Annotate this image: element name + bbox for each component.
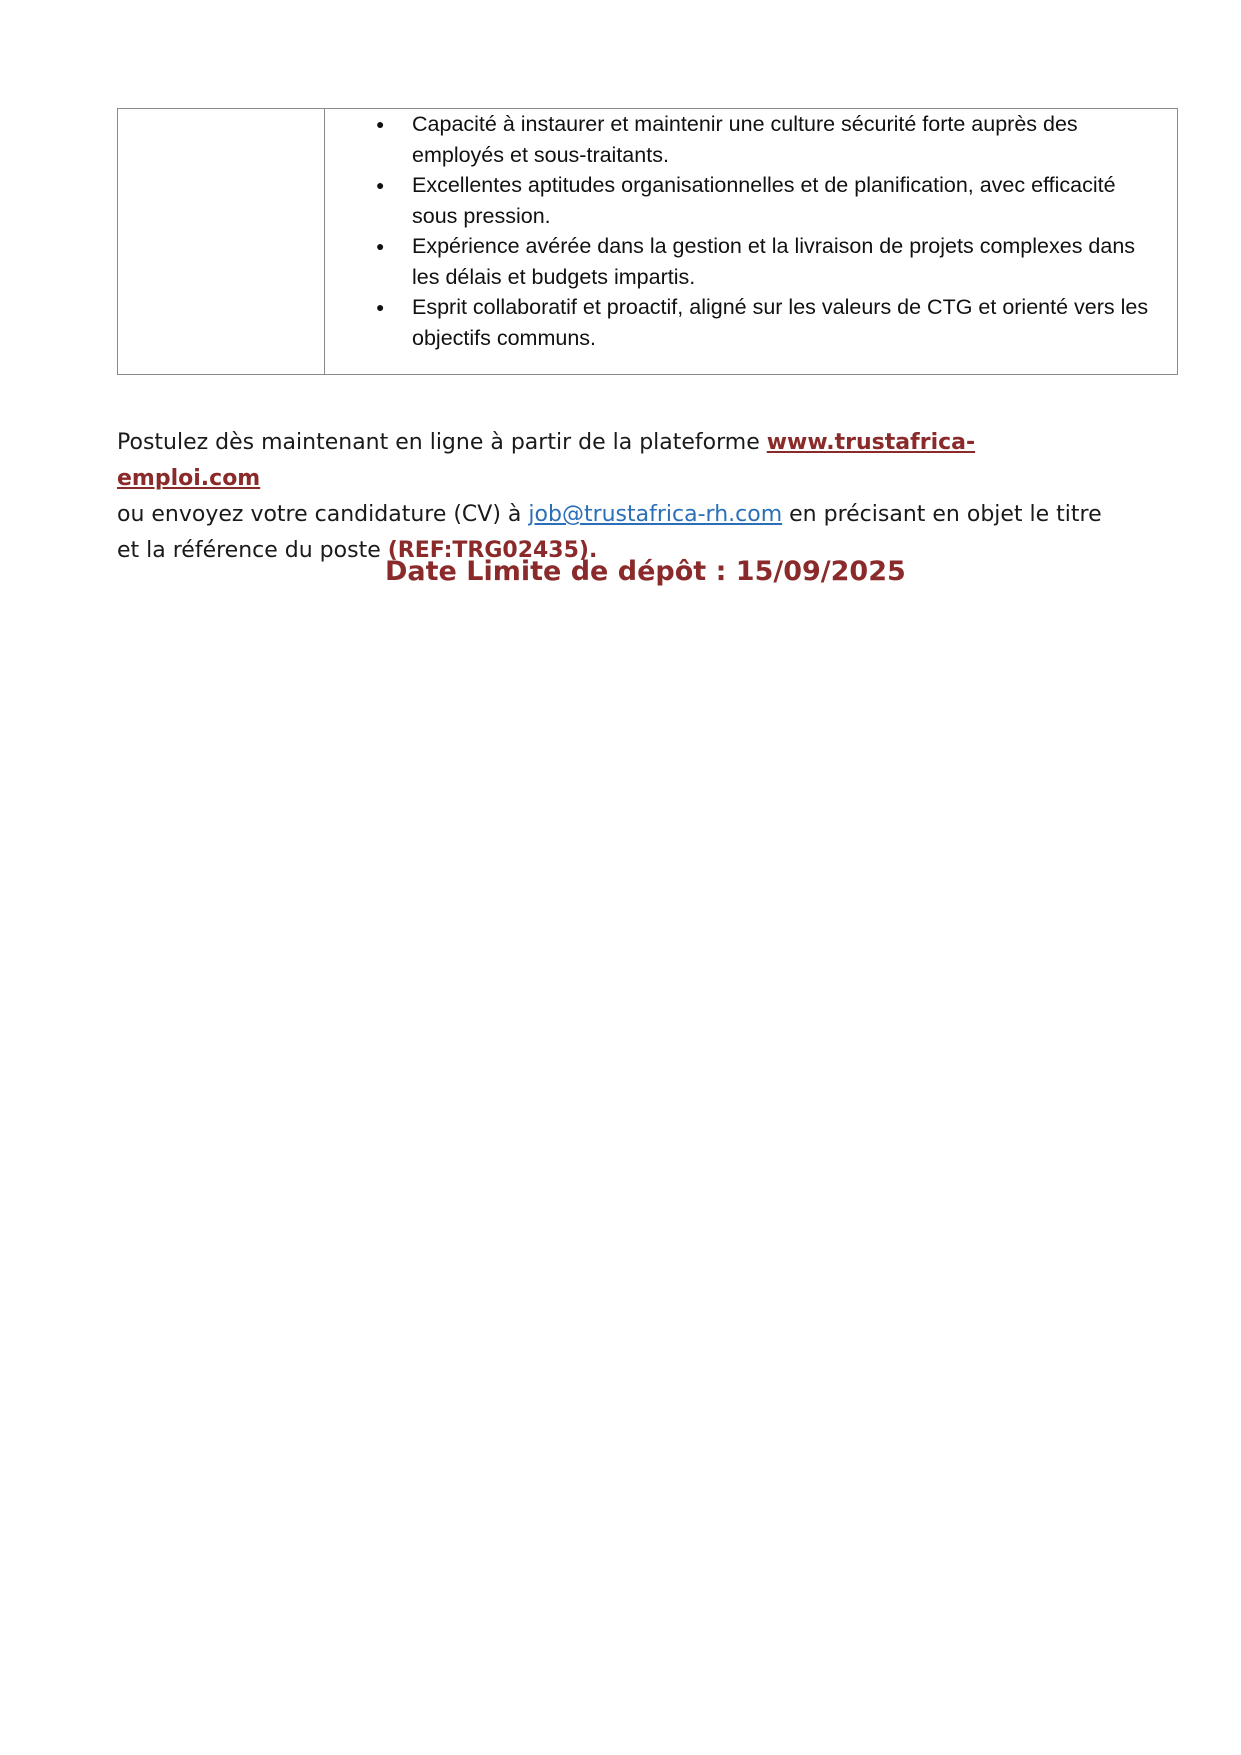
bullet-icon: ● bbox=[376, 116, 385, 132]
apply-text-subject: en précisant en objet le titre et la référence du poste bbox=[117, 502, 1102, 563]
table-row bbox=[118, 109, 1178, 375]
table-right-cell bbox=[325, 109, 1178, 375]
list-item bbox=[325, 231, 1177, 292]
list-item-text: Excellentes aptitudes organisationnelles et de planification, avec efficacité sous pression. bbox=[412, 173, 1116, 228]
list-item bbox=[325, 292, 1177, 353]
requirements-table bbox=[117, 108, 1178, 375]
bullet-icon: ● bbox=[376, 299, 385, 315]
deadline-heading: Date Limite de dépôt : 15/09/2025 bbox=[385, 556, 906, 587]
list-item bbox=[325, 109, 1177, 170]
bullet-icon: ● bbox=[376, 177, 385, 193]
requirements-list bbox=[325, 109, 1177, 353]
table-left-cell bbox=[118, 109, 325, 375]
bullet-icon: ● bbox=[376, 238, 385, 254]
apply-paragraph bbox=[117, 425, 1117, 569]
job-reference: (REF:TRG02435). bbox=[387, 538, 598, 563]
apply-text-intro: Postulez dès maintenant en ligne à partir de la plateforme bbox=[117, 430, 767, 455]
email-link[interactable]: job@trustafrica-rh.com bbox=[528, 502, 783, 527]
list-item-text: Esprit collaboratif et proactif, aligné sur les valeurs de CTG et orienté vers les objectifs communs. bbox=[412, 295, 1149, 350]
list-item-text: Capacité à instaurer et maintenir une culture sécurité forte auprès des employés et sous-traitants. bbox=[412, 112, 1078, 167]
website-link[interactable]: www.trustafrica-emploi.com bbox=[117, 430, 976, 491]
list-item bbox=[325, 170, 1177, 231]
list-item-text: Expérience avérée dans la gestion et la livraison de projets complexes dans les délais et budgets impartis. bbox=[412, 234, 1136, 289]
apply-text-email-intro: ou envoyez votre candidature (CV) à bbox=[117, 502, 529, 527]
